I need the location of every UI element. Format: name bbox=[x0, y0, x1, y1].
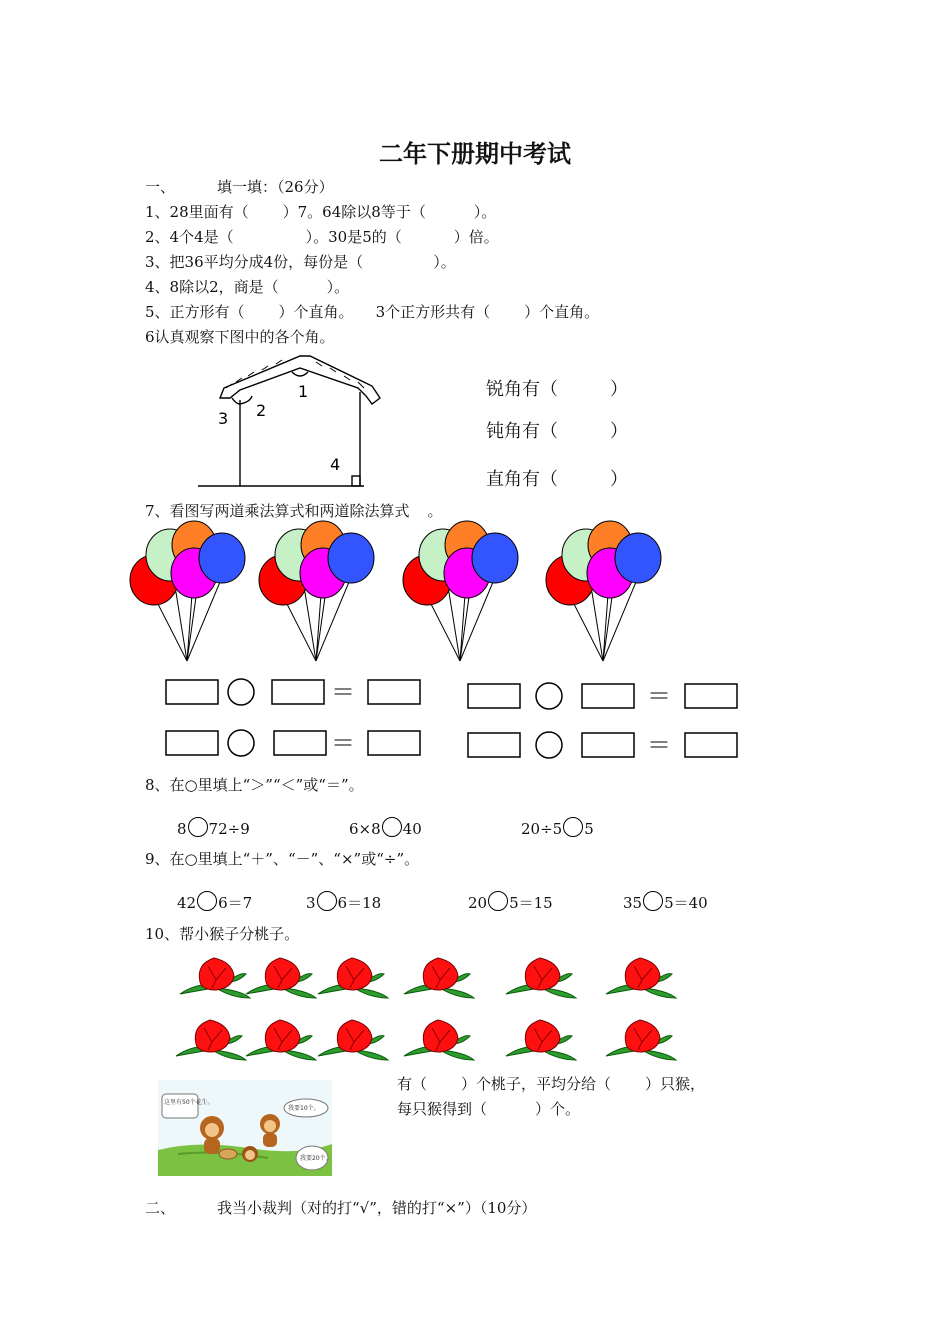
peach-icon bbox=[246, 1020, 316, 1060]
angle-label-1: 1 bbox=[298, 382, 309, 401]
operator-item-4: 35 5＝40 bbox=[623, 891, 708, 913]
peach-icon bbox=[246, 958, 316, 998]
speech-bubble-1: 这里有50个花生。 bbox=[164, 1099, 214, 1106]
compare-item-2: 6×8 40 bbox=[349, 817, 422, 839]
compare-item-3: 20÷5 5 bbox=[521, 817, 594, 839]
angle-label-3: 3 bbox=[218, 409, 229, 428]
angle-label-4: 4 bbox=[330, 455, 341, 474]
question-5: 5、正方形有（ ）个直角。 3个正方形共有（ ）个直角。 bbox=[145, 303, 600, 321]
compare-item-1: 8 72÷9 bbox=[177, 817, 250, 839]
question-10: 10、帮小猴子分桃子。 bbox=[145, 925, 300, 943]
question-6: 6认真观察下图中的各个角。 bbox=[145, 328, 335, 346]
equals-sign: ＝ bbox=[647, 731, 671, 759]
peach-icon bbox=[180, 958, 250, 998]
section-2-heading bbox=[145, 1198, 536, 1218]
peach-icon bbox=[606, 958, 676, 998]
peach-icon bbox=[176, 1020, 246, 1060]
question-9: 9、在○里填上“＋”、“－”、“×”或“÷”。 bbox=[145, 850, 420, 868]
operator-item-3: 20 5＝15 bbox=[468, 891, 553, 913]
question-8: 8、在○里填上“＞”“＜”或“＝”。 bbox=[145, 776, 364, 794]
section-number: 二、 bbox=[145, 1199, 176, 1217]
question-3: 3、把36平均分成4份，每份是（ ）。 bbox=[145, 253, 456, 271]
operator-item-1: 42 6＝7 bbox=[177, 891, 252, 913]
question-2: 2、4个4是（ ）。30是5的（ ）倍。 bbox=[145, 228, 499, 246]
obtuse-angle-line: 钝角有（ ） bbox=[486, 421, 628, 442]
section-label: 我当小裁判（对的打“√”，错的打“×”）（10分） bbox=[217, 1199, 537, 1217]
speech-bubble-2: 我要10个。 bbox=[288, 1105, 320, 1112]
question-4: 4、8除以2，商是（ ）。 bbox=[145, 278, 350, 296]
question-7: 7、看图写两道乘法算式和两道除法算式 。 bbox=[145, 502, 443, 520]
equals-sign: ＝ bbox=[647, 682, 671, 710]
peach-icon bbox=[506, 958, 576, 998]
acute-angle-line: 锐角有（ ） bbox=[486, 379, 628, 400]
section-label: 填一填：（26分） bbox=[217, 178, 334, 196]
angle-label-2: 2 bbox=[256, 401, 267, 420]
operator-item-2: 3 6＝18 bbox=[306, 891, 381, 913]
right-angle-line: 直角有（ ） bbox=[486, 469, 628, 490]
peach-icon bbox=[318, 958, 388, 998]
peach-icon bbox=[404, 958, 474, 998]
equals-sign: ＝ bbox=[331, 678, 355, 706]
peach-icon bbox=[318, 1020, 388, 1060]
peach-icon bbox=[606, 1020, 676, 1060]
peach-icon bbox=[404, 1020, 474, 1060]
section-number: 一、 bbox=[145, 178, 176, 196]
peach-division-line-2: 每只猴得到（ ）个。 bbox=[397, 1100, 581, 1118]
peach-division-line-1: 有（ ）个桃子，平均分给（ ）只猴， bbox=[397, 1075, 706, 1093]
peach-icon bbox=[506, 1020, 576, 1060]
equals-sign: ＝ bbox=[331, 729, 355, 757]
question-1: 1、28里面有（ ）7。64除以8等于（ ）。 bbox=[145, 203, 497, 221]
monkeys-illustration bbox=[158, 1080, 332, 1176]
speech-bubble-3: 我要20个。 bbox=[300, 1155, 332, 1162]
page-title: 二年下册期中考试 bbox=[379, 139, 571, 168]
